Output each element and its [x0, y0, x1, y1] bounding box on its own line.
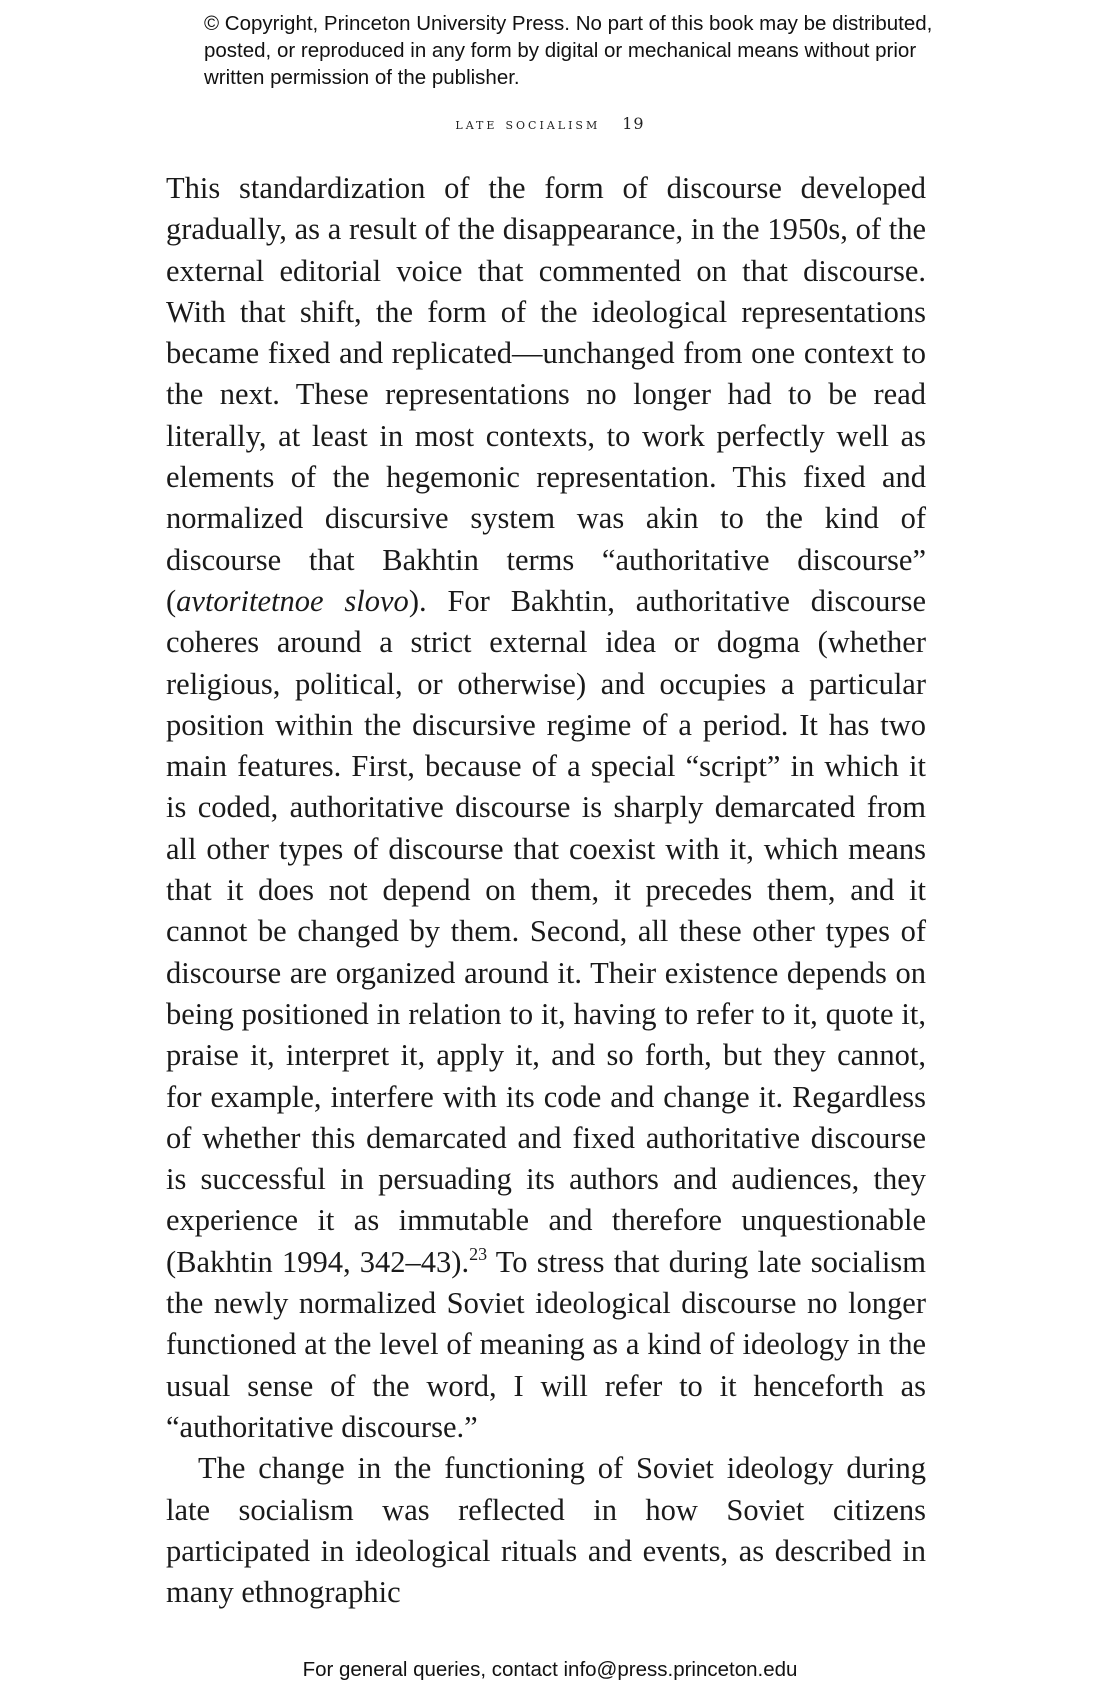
- copyright-notice: © Copyright, Princeton University Press. No part of this book may be distributed, posted, or reproduced in any form by digital or mechanical means without prior written permission of the publisher.: [204, 12, 933, 89]
- footer-contact: For general queries, contact info@press.princeton.edu: [302, 1658, 798, 1681]
- italic-term: avtoritetnoe slovo: [176, 583, 409, 618]
- footnote-marker[interactable]: 23: [469, 1243, 488, 1264]
- running-head: [0, 114, 1100, 133]
- paragraph-1-text-end: To stress that during late socialism the newly normalized Soviet ideological discourse no longer functioned at the level of meaning as a kind of ideology in the usual sense of the word, I will refer to it henceforth as “authoritative discourse.”: [166, 1244, 926, 1444]
- paragraph-1: [166, 168, 926, 1448]
- running-title: late socialism: [455, 114, 601, 133]
- paragraph-1-text-middle: ). For Bakhtin, authoritative discourse coheres around a strict external idea or dogma (whether religious, political, or otherwise) and occupies a particular position within the discursive regime of a period. It has two main features. First, because of a special “script” in which it is coded, authoritative discourse is sharply demarcated from all other types of discourse that coexist with it, which means that it does not depend on them, it precedes them, and it cannot be changed by them. Second, all these other types of discourse are organized around it. Their existence depends on being positioned in relation to it, having to refer to it, quote it, praise it, interpret it, apply it, and so forth, but they cannot, for example, interfere with its code and change it. Regardless of whether this demarcated and fixed authoritative discourse is successful in persuading its authors and audiences, they experience it as immutable and therefore unquestionable (Bakhtin 1994, 342–43).: [166, 583, 926, 1279]
- paragraph-2: The change in the functioning of Soviet ideology during late socialism was reflected in how Soviet citizens participated in ideological rituals and events, as described in many ethnographic: [166, 1451, 926, 1610]
- page-number: 19: [622, 114, 645, 133]
- body-text: [166, 168, 926, 1613]
- paragraph-1-text-start: This standardization of the form of discourse developed gradually, as a result of the disappearance, in the 1950s, of the external editorial voice that commented on that discourse. With that shift, the form of the ideological representations became fixed and replicated—unchanged from one context to the next. These representations no longer had to be read literally, at least in most contexts, to work perfectly well as elements of the hegemonic representation. This fixed and normalized discursive system was akin to the kind of discourse that Bakhtin terms “authoritative discourse” (: [166, 171, 926, 618]
